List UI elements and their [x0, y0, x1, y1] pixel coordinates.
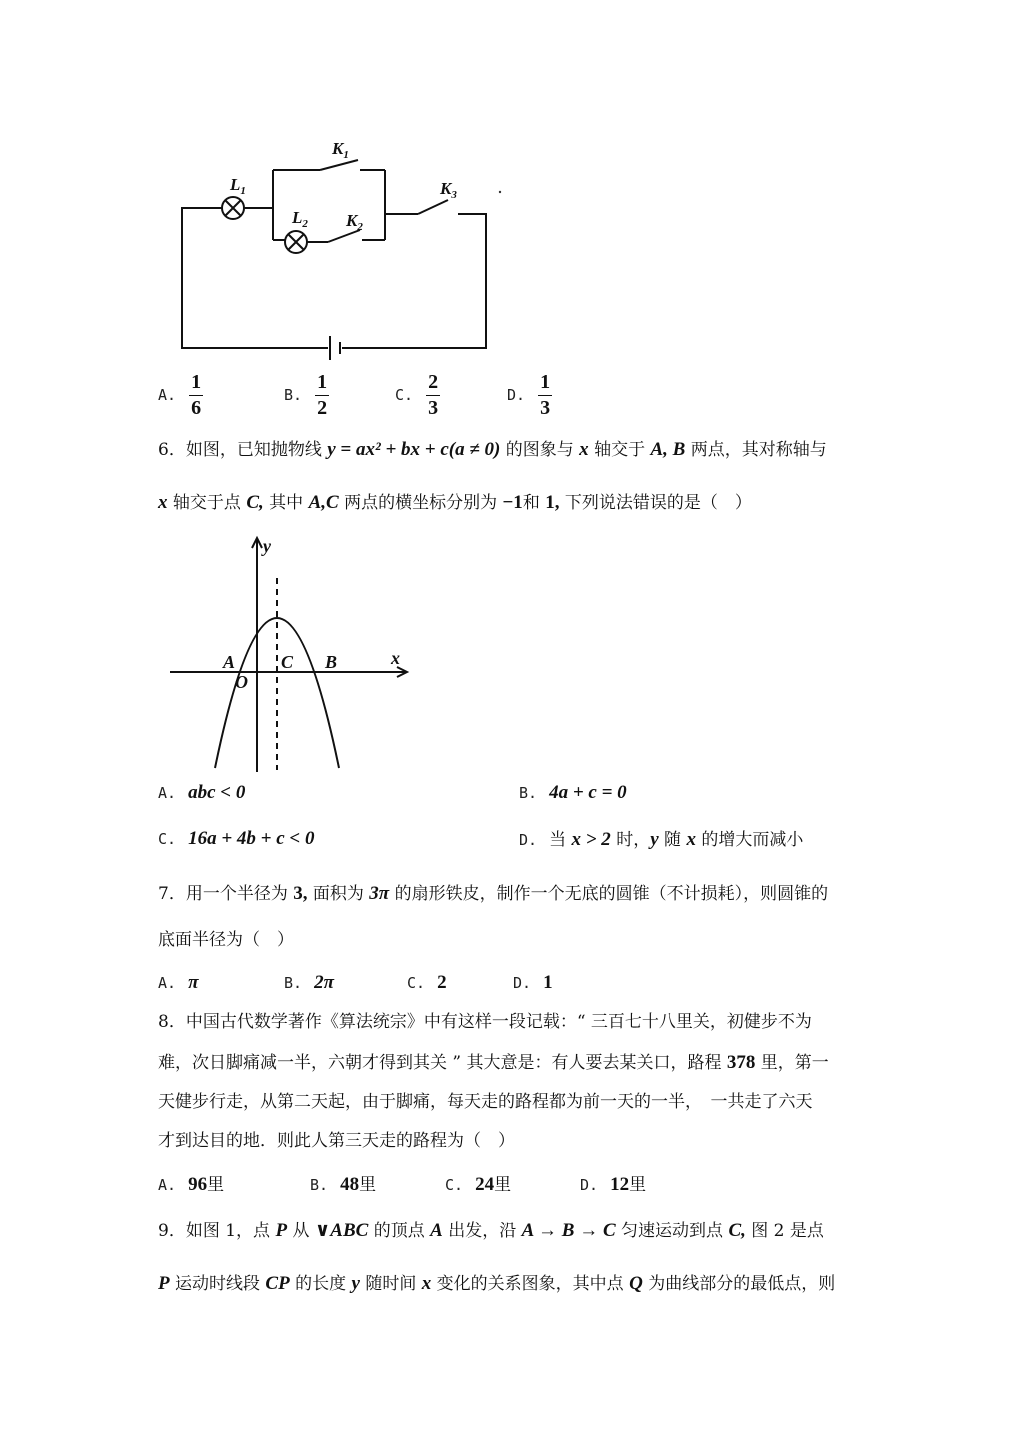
q9-line-1: 9．如图 1，点 P 从 ∨ABC 的顶点 A 出发，沿 A → B → C 匀速运动到点 C, 图 2 是点 — [158, 1220, 824, 1241]
q7-option-b: B. 2π — [284, 972, 334, 993]
q8-option-a: A. 96里 — [158, 1174, 225, 1195]
fraction: $\frac{2}{3}$ — [428, 371, 439, 419]
q8-line-3: 天健步行走，从第二天起，由于脚痛，每天走的路程都为前一天的一半， 一共走了六天 — [158, 1092, 813, 1112]
label-L1: $L_1$ — [230, 175, 246, 197]
axis-label-y: y — [263, 536, 271, 556]
q7-option-a: A. π — [158, 972, 199, 993]
q6-option-b: B. 4a + c = 0 — [519, 782, 627, 803]
q7-line-2: 底面半径为（ ） — [158, 930, 294, 950]
fraction: $\frac{1}{3}$ — [540, 371, 551, 419]
q5-option-b: B. $\frac{1}{2}$ — [284, 371, 328, 419]
q6-option-d: D. 当 x > 2 时，y 随 x 的增大而减小 — [519, 829, 804, 850]
q6-line-2: x 轴交于点 C, 其中 A,C 两点的横坐标分别为 −1和 1, 下列说法错误的是（ ） — [158, 492, 752, 513]
q9-line-2: P 运动时线段 CP 的长度 y 随时间 x 变化的关系图象，其中点 Q 为曲线部分的最低点，则 — [158, 1273, 836, 1294]
q5-option-c: C. $\frac{2}{3}$ — [395, 371, 439, 419]
q8-line-1: 8．中国古代数学著作《算法统宗》中有这样一段记载：“ 三百七十八里关，初健步不为 — [158, 1012, 812, 1032]
q6-option-a: A. abc < 0 — [158, 782, 246, 803]
q7-option-c: C. 2 — [407, 972, 447, 993]
point-label-a: A — [223, 652, 236, 672]
q5-option-d: D. $\frac{1}{3}$ — [507, 371, 551, 419]
point-label-o: O — [235, 672, 248, 692]
label-L2: $L_2$ — [292, 208, 308, 230]
axis-label-x: x — [391, 648, 400, 668]
point-label-c: C — [281, 652, 294, 672]
q8-option-d: D. 12里 — [580, 1174, 647, 1195]
q6-option-c: C. 16a + 4b + c < 0 — [158, 828, 315, 849]
label-K2: $K_2$ — [346, 211, 363, 233]
q7-line-1: 7．用一个半径为 3, 面积为 3π 的扇形铁皮，制作一个无底的圆锥（不计损耗），则圆锥的 — [158, 883, 829, 904]
parabola-graph — [165, 530, 415, 775]
point-label-b: B — [325, 652, 338, 672]
q8-line-4: 才到达目的地．则此人第三天走的路程为（ ） — [158, 1131, 515, 1151]
fraction: $\frac{1}{2}$ — [317, 371, 328, 419]
q8-line-2: 难，次日脚痛减一半，六朝才得到其关 ” 其大意是：有人要去某关口，路程 378 里，第一 — [158, 1052, 829, 1073]
q6-line-1: 6．如图，已知抛物线 y = ax² + bx + c(a ≠ 0) 的图象与 x 轴交于 A, B 两点，其对称轴与 — [158, 439, 827, 460]
q5-option-a: A. $\frac{1}{6}$ — [158, 371, 202, 419]
circuit-diagram — [170, 130, 510, 360]
q8-option-b: B. 48里 — [310, 1174, 377, 1195]
label-K1: $K_1$ — [332, 139, 349, 161]
q8-option-c: C. 24里 — [445, 1174, 512, 1195]
q7-option-d: D. 1 — [513, 972, 553, 993]
label-K3: $K_3$ — [440, 179, 457, 201]
fraction: $\frac{1}{6}$ — [191, 371, 202, 419]
